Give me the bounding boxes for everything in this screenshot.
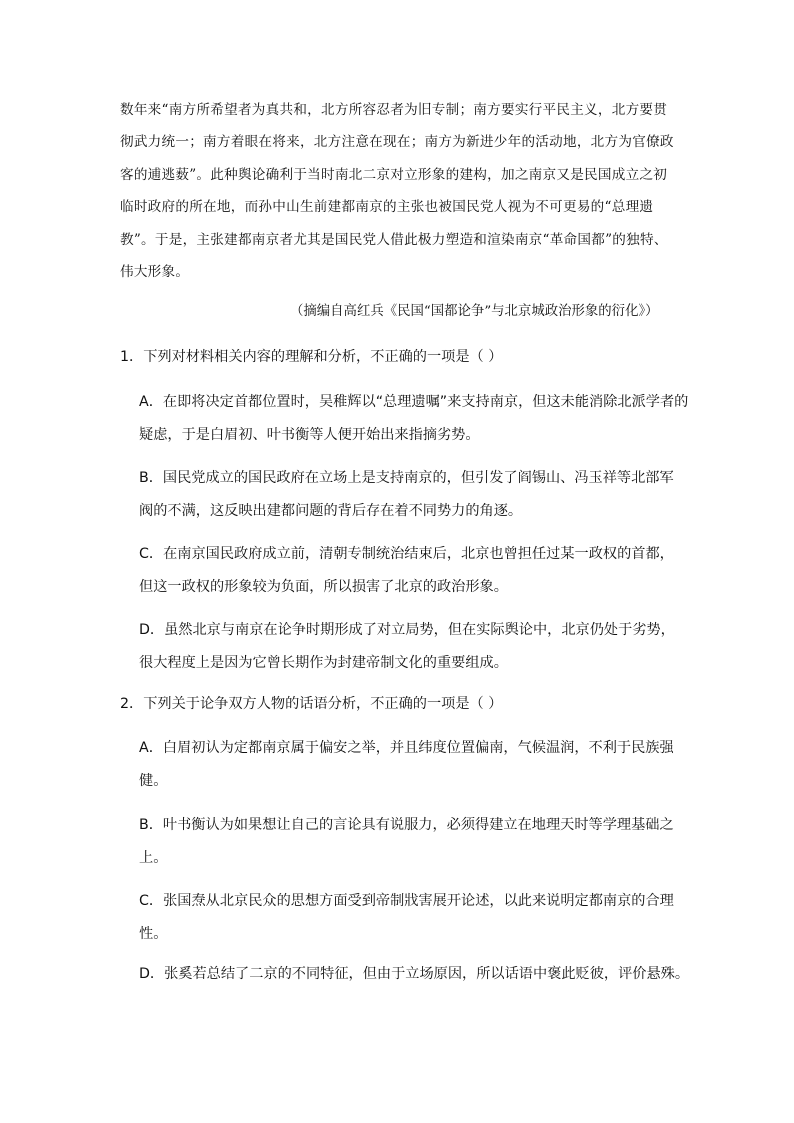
passage-line: 临时政府的所在地，而孙中山生前建都南京的主张也被国民党人视为不可更易的“总理遗 <box>120 199 654 216</box>
option-line: C．张国焘从北京民众的思想方面受到帝制戕害展开论述，以此来说明定都南京的合理 <box>139 893 674 909</box>
option-line: D．张奚若总结了二京的不同特征，但由于立场原因，所以话语中褒此贬彼，评价悬殊。 <box>139 966 690 982</box>
question-2-option-b <box>139 809 679 875</box>
question-1-option-b <box>139 462 679 528</box>
option-line: 很大程度上是因为它曾长期作为封建帝制文化的重要组成。 <box>139 655 508 671</box>
option-line: B．国民党成立的国民政府在立场上是支持南京的，但引发了阎锡山、冯玉祥等北部军 <box>139 470 674 486</box>
option-line: 但这一政权的形象较为负面，所以损害了北京的政治形象。 <box>139 579 508 595</box>
option-line: D．虽然北京与南京在论争时期形成了对立局势，但在实际舆论中，北京仍处于劣势， <box>139 622 675 638</box>
passage-line: 客的逋逃薮”。此种舆论确利于当时南北二京对立形象的建构，加之南京又是民国成立之初 <box>120 166 668 183</box>
question-1-option-d <box>139 614 679 680</box>
question-1-option-c <box>139 538 679 604</box>
passage-source: （摘编自高红兵《民国“国都论争”与北京城政治形象的衍化》） <box>290 304 659 319</box>
option-line: C．在南京国民政府成立前，清朝专制统治结束后，北京也曾担任过某一政权的首都， <box>139 546 674 562</box>
passage-line: 数年来“南方所希望者为真共和，北方所容忍者为旧专制；南方要实行平民主义，北方要贯 <box>120 102 668 118</box>
option-line: 阀的不满，这反映出建都问题的背后存在着不同势力的角逐。 <box>139 503 523 519</box>
option-line: A．在即将决定首都位置时，吴稚辉以“总理遗嘱”来支持南京，但这未能消除北派学者的 <box>139 394 689 410</box>
question-2-option-a <box>139 732 679 798</box>
option-line: 健。 <box>139 773 168 789</box>
option-line: B．叶书衡认为如果想让自己的言论具有说服力，必须得建立在地理天时等学理基础之 <box>139 817 674 833</box>
option-line: 性。 <box>139 926 168 942</box>
question-2-option-d <box>139 958 690 991</box>
option-line: A．白眉初认为定都南京属于偏安之举，并且纬度位置偏南，气候温润，不利于民族强 <box>139 740 674 756</box>
passage-line: 伟大形象。 <box>120 264 190 281</box>
passage-line: 教”。于是，主张建都南京者尤其是国民党人借此极力塑造和渲染南京“革命国都”的独特、 <box>120 231 668 248</box>
reading-passage <box>120 94 676 288</box>
question-2-stem: 2．下列关于论争双方人物的话语分析，不正确的一项是（ ） <box>120 696 503 712</box>
question-1-stem: 1．下列对材料相关内容的理解和分析，不正确的一项是（ ） <box>120 349 503 365</box>
passage-line: 彻武力统一；南方着眼在将来，北方注意在现在；南方为新进少年的活动地，北方为官僚政 <box>120 134 674 151</box>
question-2-option-c <box>139 885 679 951</box>
question-1-option-a <box>139 386 689 452</box>
option-line: 疑虑，于是白眉初、叶书衡等人便开始出来指摘劣势。 <box>139 427 480 443</box>
option-line: 上。 <box>139 850 168 866</box>
